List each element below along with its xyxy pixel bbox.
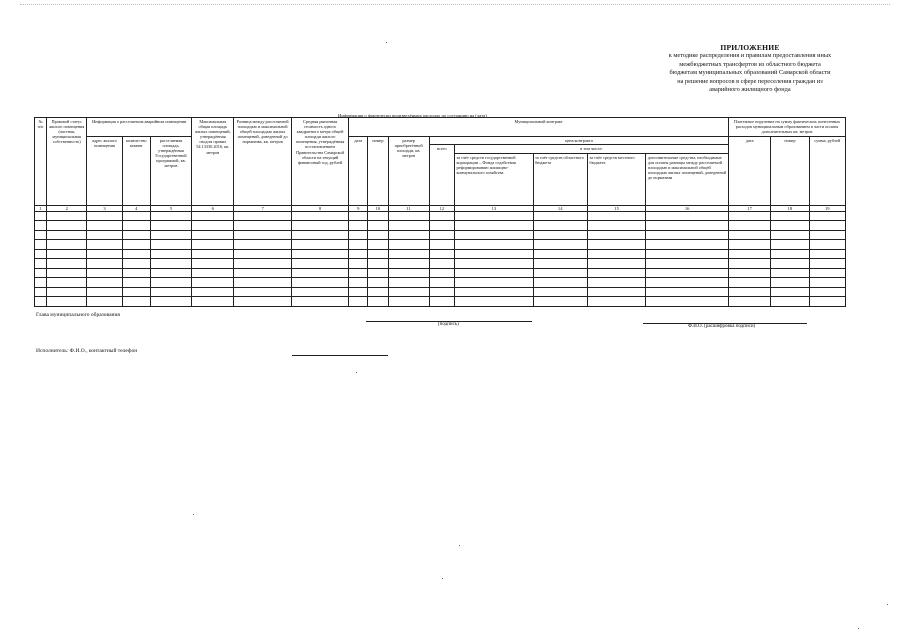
- table-row: [35, 268, 846, 278]
- table-cell: [234, 268, 291, 278]
- column-number: 13: [454, 205, 533, 211]
- header-incl: в том числе:: [454, 145, 728, 153]
- table-cell: [150, 287, 191, 297]
- table-cell: [454, 278, 533, 288]
- header-c3-5: Информация о расселяемом аварийном помещении: [87, 118, 192, 137]
- table-cell: [368, 259, 388, 269]
- table-cell: [809, 287, 845, 297]
- column-number: 8: [291, 205, 348, 211]
- annex-block: [640, 44, 860, 94]
- table-cell: [150, 249, 191, 259]
- table-cell: [150, 297, 191, 307]
- header-c14: за счёт средств областного бюджета: [533, 153, 587, 205]
- table-cell: [771, 287, 809, 297]
- table-cell: [349, 240, 368, 250]
- table-cell: [234, 287, 291, 297]
- table-cell: [35, 221, 47, 231]
- table-cell: [729, 240, 771, 250]
- table-cell: [150, 230, 191, 240]
- table-cell: [234, 259, 291, 269]
- table-cell: [47, 230, 87, 240]
- header-c17: дата: [729, 136, 771, 205]
- table-cell: [291, 240, 348, 250]
- table-cell: [35, 287, 47, 297]
- header-c15: за счёт средств местного бюджета: [587, 153, 645, 205]
- table-cell: [234, 211, 291, 221]
- header-c8: Средняя рыночная стоимость одного квадратного метра общей площади жилого помещения, утверждённая постановлением Правительства Самарской области на текущий финансовый год, рублей: [291, 118, 348, 206]
- table-cell: [729, 221, 771, 231]
- table-cell: [771, 230, 809, 240]
- header-c10: номер: [368, 136, 388, 205]
- table-cell: [533, 249, 587, 259]
- annex-line: межбюджетных трансфертов из областного бюджета: [679, 60, 821, 68]
- table-cell: [122, 230, 150, 240]
- table-cell: [809, 249, 845, 259]
- table-cell: [349, 268, 368, 278]
- table-cell: [150, 211, 191, 221]
- header-price: цена контракта: [429, 136, 728, 144]
- table-cell: [646, 211, 729, 221]
- table-cell: [234, 278, 291, 288]
- table-cell: [771, 211, 809, 221]
- table-cell: [35, 249, 47, 259]
- table-cell: [809, 221, 845, 231]
- column-number: 3: [87, 205, 122, 211]
- head-of-municipality-label: Глава муниципального образования: [36, 312, 120, 318]
- table-caption: Информация о фактически произведённых расходах по состоянию на (дата): [338, 113, 487, 118]
- header-c2: Правовой статус жилого помещения (частная, муниципальная собственность): [47, 118, 87, 206]
- table-cell: [47, 259, 87, 269]
- column-number: 17: [729, 205, 771, 211]
- scan-speck: [193, 514, 194, 515]
- table-cell: [587, 221, 645, 231]
- table-cell: [122, 221, 150, 231]
- table-cell: [35, 230, 47, 240]
- table-cell: [122, 240, 150, 250]
- table-cell: [533, 240, 587, 250]
- header-contract: Муниципальный контракт: [349, 118, 729, 137]
- table-cell: [87, 240, 122, 250]
- executor-label: Исполнитель: Ф.И.О., контактный телефон: [36, 348, 138, 354]
- header-c1: № п/п: [35, 118, 47, 206]
- table-cell: [646, 259, 729, 269]
- table-cell: [47, 249, 87, 259]
- table-row: [35, 287, 846, 297]
- table-cell: [192, 211, 234, 221]
- table-cell: [368, 297, 388, 307]
- table-row: [35, 240, 846, 250]
- table-cell: [234, 249, 291, 259]
- table-cell: [771, 278, 809, 288]
- table-cell: [646, 230, 729, 240]
- table-cell: [771, 268, 809, 278]
- table-cell: [122, 278, 150, 288]
- table-cell: [388, 287, 429, 297]
- table-cell: [429, 268, 454, 278]
- table-row: [35, 211, 846, 221]
- table-cell: [234, 297, 291, 307]
- table-cell: [150, 240, 191, 250]
- annex-line: на решение вопросов в сфере переселения граждан из: [677, 77, 823, 85]
- scan-speck: [356, 372, 357, 373]
- table-row: [35, 221, 846, 231]
- annex-heading: ПРИЛОЖЕНИЕ: [720, 43, 780, 52]
- table-cell: [35, 268, 47, 278]
- table-cell: [368, 211, 388, 221]
- table-cell: [87, 249, 122, 259]
- table-cell: [122, 249, 150, 259]
- table-row: [35, 230, 846, 240]
- header-c7: Разница между расселяемой площадью и максимальной общей площадью жилых помещений, доведенной до норматива, кв. метров: [234, 118, 291, 206]
- table-cell: [47, 278, 87, 288]
- expenses-table: [34, 117, 846, 307]
- column-number: 18: [771, 205, 809, 211]
- table-cell: [47, 287, 87, 297]
- table-cell: [454, 211, 533, 221]
- table-row: [35, 249, 846, 259]
- column-number: 2: [47, 205, 87, 211]
- table-cell: [429, 221, 454, 231]
- table-cell: [87, 278, 122, 288]
- annex-line: к методике распределения и правилам предоставления иных: [668, 52, 832, 60]
- header-c18: номер: [771, 136, 809, 205]
- table-cell: [429, 230, 454, 240]
- table-cell: [35, 259, 47, 269]
- table-cell: [234, 240, 291, 250]
- scan-speck: [442, 578, 443, 579]
- table-cell: [587, 278, 645, 288]
- table-cell: [192, 259, 234, 269]
- table-cell: [192, 297, 234, 307]
- table-cell: [454, 240, 533, 250]
- table-cell: [349, 278, 368, 288]
- table-cell: [729, 278, 771, 288]
- table-cell: [87, 259, 122, 269]
- table-cell: [47, 221, 87, 231]
- table-cell: [368, 221, 388, 231]
- table-cell: [729, 211, 771, 221]
- table-row: [35, 297, 846, 307]
- scan-speck: [858, 628, 859, 629]
- table-cell: [388, 259, 429, 269]
- header-c9: дата: [349, 136, 368, 205]
- header-c13: за счёт средств государственной корпорации – Фонда содействия реформированию жилищно-коммунального хозяйства: [454, 153, 533, 205]
- table-cell: [192, 249, 234, 259]
- annex-line: бюджетам муниципальных образований Самарской области: [669, 69, 831, 77]
- table-cell: [771, 240, 809, 250]
- column-number: 1: [35, 205, 47, 211]
- table-cell: [35, 278, 47, 288]
- table-cell: [809, 297, 845, 307]
- column-number: 12: [429, 205, 454, 211]
- table-cell: [533, 268, 587, 278]
- table-cell: [291, 259, 348, 269]
- table-cell: [533, 278, 587, 288]
- table-cell: [646, 240, 729, 250]
- table-cell: [192, 287, 234, 297]
- table-cell: [587, 240, 645, 250]
- table-cell: [646, 287, 729, 297]
- table-cell: [454, 268, 533, 278]
- header-payorder: Платежное поручение на сумму фактических понесенных расходов муниципальным образованием в части оплаты дополнительных кв. метров: [729, 118, 846, 137]
- annex-line: аварийного жилищного фонда: [709, 86, 791, 94]
- table-cell: [150, 278, 191, 288]
- table-cell: [349, 249, 368, 259]
- table-cell: [454, 297, 533, 307]
- table-cell: [771, 221, 809, 231]
- table-cell: [533, 211, 587, 221]
- table-cell: [368, 249, 388, 259]
- table-cell: [368, 287, 388, 297]
- table-cell: [587, 249, 645, 259]
- table-cell: [47, 268, 87, 278]
- column-number: 11: [388, 205, 429, 211]
- executor-line: [292, 355, 388, 356]
- column-number: 5: [150, 205, 191, 211]
- header-c11: размер приобретённой площади, кв. метров: [388, 136, 429, 205]
- column-number: 19: [809, 205, 845, 211]
- table-cell: [122, 259, 150, 269]
- table-cell: [587, 259, 645, 269]
- table-cell: [388, 230, 429, 240]
- table-cell: [429, 249, 454, 259]
- table-cell: [388, 278, 429, 288]
- scan-speck: [459, 545, 460, 546]
- table-cell: [150, 259, 191, 269]
- table-cell: [809, 259, 845, 269]
- table-cell: [234, 230, 291, 240]
- table-cell: [47, 211, 87, 221]
- table-cell: [349, 287, 368, 297]
- table-cell: [771, 259, 809, 269]
- table-cell: [533, 287, 587, 297]
- table-cell: [349, 297, 368, 307]
- table-cell: [388, 268, 429, 278]
- table-cell: [87, 211, 122, 221]
- table-cell: [729, 287, 771, 297]
- table-cell: [192, 278, 234, 288]
- scan-speck: [386, 42, 387, 43]
- table-cell: [87, 221, 122, 231]
- table-cell: [35, 240, 47, 250]
- header-c3: адрес жилого помещения: [87, 136, 122, 205]
- table-cell: [234, 221, 291, 231]
- table-cell: [291, 249, 348, 259]
- table-cell: [809, 278, 845, 288]
- table-cell: [809, 240, 845, 250]
- table-cell: [35, 297, 47, 307]
- table-cell: [87, 297, 122, 307]
- column-number: 14: [533, 205, 587, 211]
- table-cell: [122, 268, 150, 278]
- table-cell: [291, 278, 348, 288]
- table-cell: [729, 249, 771, 259]
- header-c5: расселяемая площадь, утверждённая Государственной программой, кв. метров: [150, 136, 191, 205]
- table-cell: [122, 297, 150, 307]
- column-number: 9: [349, 205, 368, 211]
- table-cell: [646, 297, 729, 307]
- table-cell: [429, 211, 454, 221]
- column-number: 15: [587, 205, 645, 211]
- table-cell: [729, 230, 771, 240]
- scan-speck: [887, 604, 888, 605]
- column-number: 4: [122, 205, 150, 211]
- table-cell: [429, 259, 454, 269]
- table-cell: [349, 211, 368, 221]
- table-cell: [771, 297, 809, 307]
- table-cell: [533, 297, 587, 307]
- table-row: [35, 259, 846, 269]
- table-cell: [87, 268, 122, 278]
- table-cell: [122, 287, 150, 297]
- table-cell: [291, 230, 348, 240]
- column-number: 10: [368, 205, 388, 211]
- table-cell: [291, 268, 348, 278]
- table-cell: [454, 221, 533, 231]
- table-cell: [587, 297, 645, 307]
- table-cell: [429, 287, 454, 297]
- table-cell: [349, 230, 368, 240]
- table-cell: [646, 221, 729, 231]
- table-cell: [729, 268, 771, 278]
- scan-top-edge: [20, 4, 890, 7]
- table-cell: [809, 230, 845, 240]
- table-cell: [192, 230, 234, 240]
- table-cell: [192, 221, 234, 231]
- table-cell: [533, 230, 587, 240]
- signature-caption: (подпись): [438, 322, 459, 327]
- header-c19: сумма, рублей: [809, 136, 845, 205]
- table-cell: [587, 230, 645, 240]
- table-cell: [388, 221, 429, 231]
- header-c6: Максимальная общая площадь жилых помещений, утверждённая сводом правил 54.13330.2016, кв. метров: [192, 118, 234, 206]
- table-cell: [192, 240, 234, 250]
- table-cell: [291, 211, 348, 221]
- table-cell: [150, 221, 191, 231]
- table-cell: [349, 259, 368, 269]
- table-cell: [368, 278, 388, 288]
- table-cell: [291, 297, 348, 307]
- table-cell: [729, 297, 771, 307]
- table-cell: [729, 259, 771, 269]
- table-cell: [122, 211, 150, 221]
- table-cell: [429, 278, 454, 288]
- table-cell: [809, 268, 845, 278]
- table-cell: [291, 287, 348, 297]
- table-cell: [192, 268, 234, 278]
- table-cell: [368, 240, 388, 250]
- table-cell: [646, 268, 729, 278]
- header-c4: количество комнат: [122, 136, 150, 205]
- column-number: 16: [646, 205, 729, 211]
- table-cell: [388, 211, 429, 221]
- table-cell: [388, 240, 429, 250]
- table-cell: [35, 211, 47, 221]
- table-cell: [533, 221, 587, 231]
- name-caption: Ф.И.О. (расшифровка подписи): [688, 324, 756, 329]
- table-cell: [587, 287, 645, 297]
- table-cell: [349, 221, 368, 231]
- table-cell: [388, 249, 429, 259]
- table-cell: [533, 259, 587, 269]
- table-cell: [809, 211, 845, 221]
- table-cell: [368, 268, 388, 278]
- table-cell: [646, 278, 729, 288]
- table-cell: [646, 249, 729, 259]
- column-number: 6: [192, 205, 234, 211]
- table-cell: [771, 249, 809, 259]
- table-cell: [454, 259, 533, 269]
- table-cell: [587, 268, 645, 278]
- header-c16: дополнительные средства, необходимые для оплаты разницы между расселяемой площадью и максимальной общей площадью жилых помещений, доведенной до норматива: [646, 153, 729, 205]
- table-cell: [368, 230, 388, 240]
- table-cell: [454, 230, 533, 240]
- table-cell: [388, 297, 429, 307]
- table-cell: [87, 230, 122, 240]
- table-cell: [47, 297, 87, 307]
- table-cell: [429, 297, 454, 307]
- table-cell: [587, 211, 645, 221]
- table-cell: [87, 287, 122, 297]
- header-c12: всего: [429, 145, 454, 205]
- table-cell: [150, 268, 191, 278]
- table-cell: [429, 240, 454, 250]
- table-cell: [454, 249, 533, 259]
- column-number: 7: [234, 205, 291, 211]
- table-row: [35, 278, 846, 288]
- table-cell: [47, 240, 87, 250]
- table-cell: [454, 287, 533, 297]
- table-cell: [291, 221, 348, 231]
